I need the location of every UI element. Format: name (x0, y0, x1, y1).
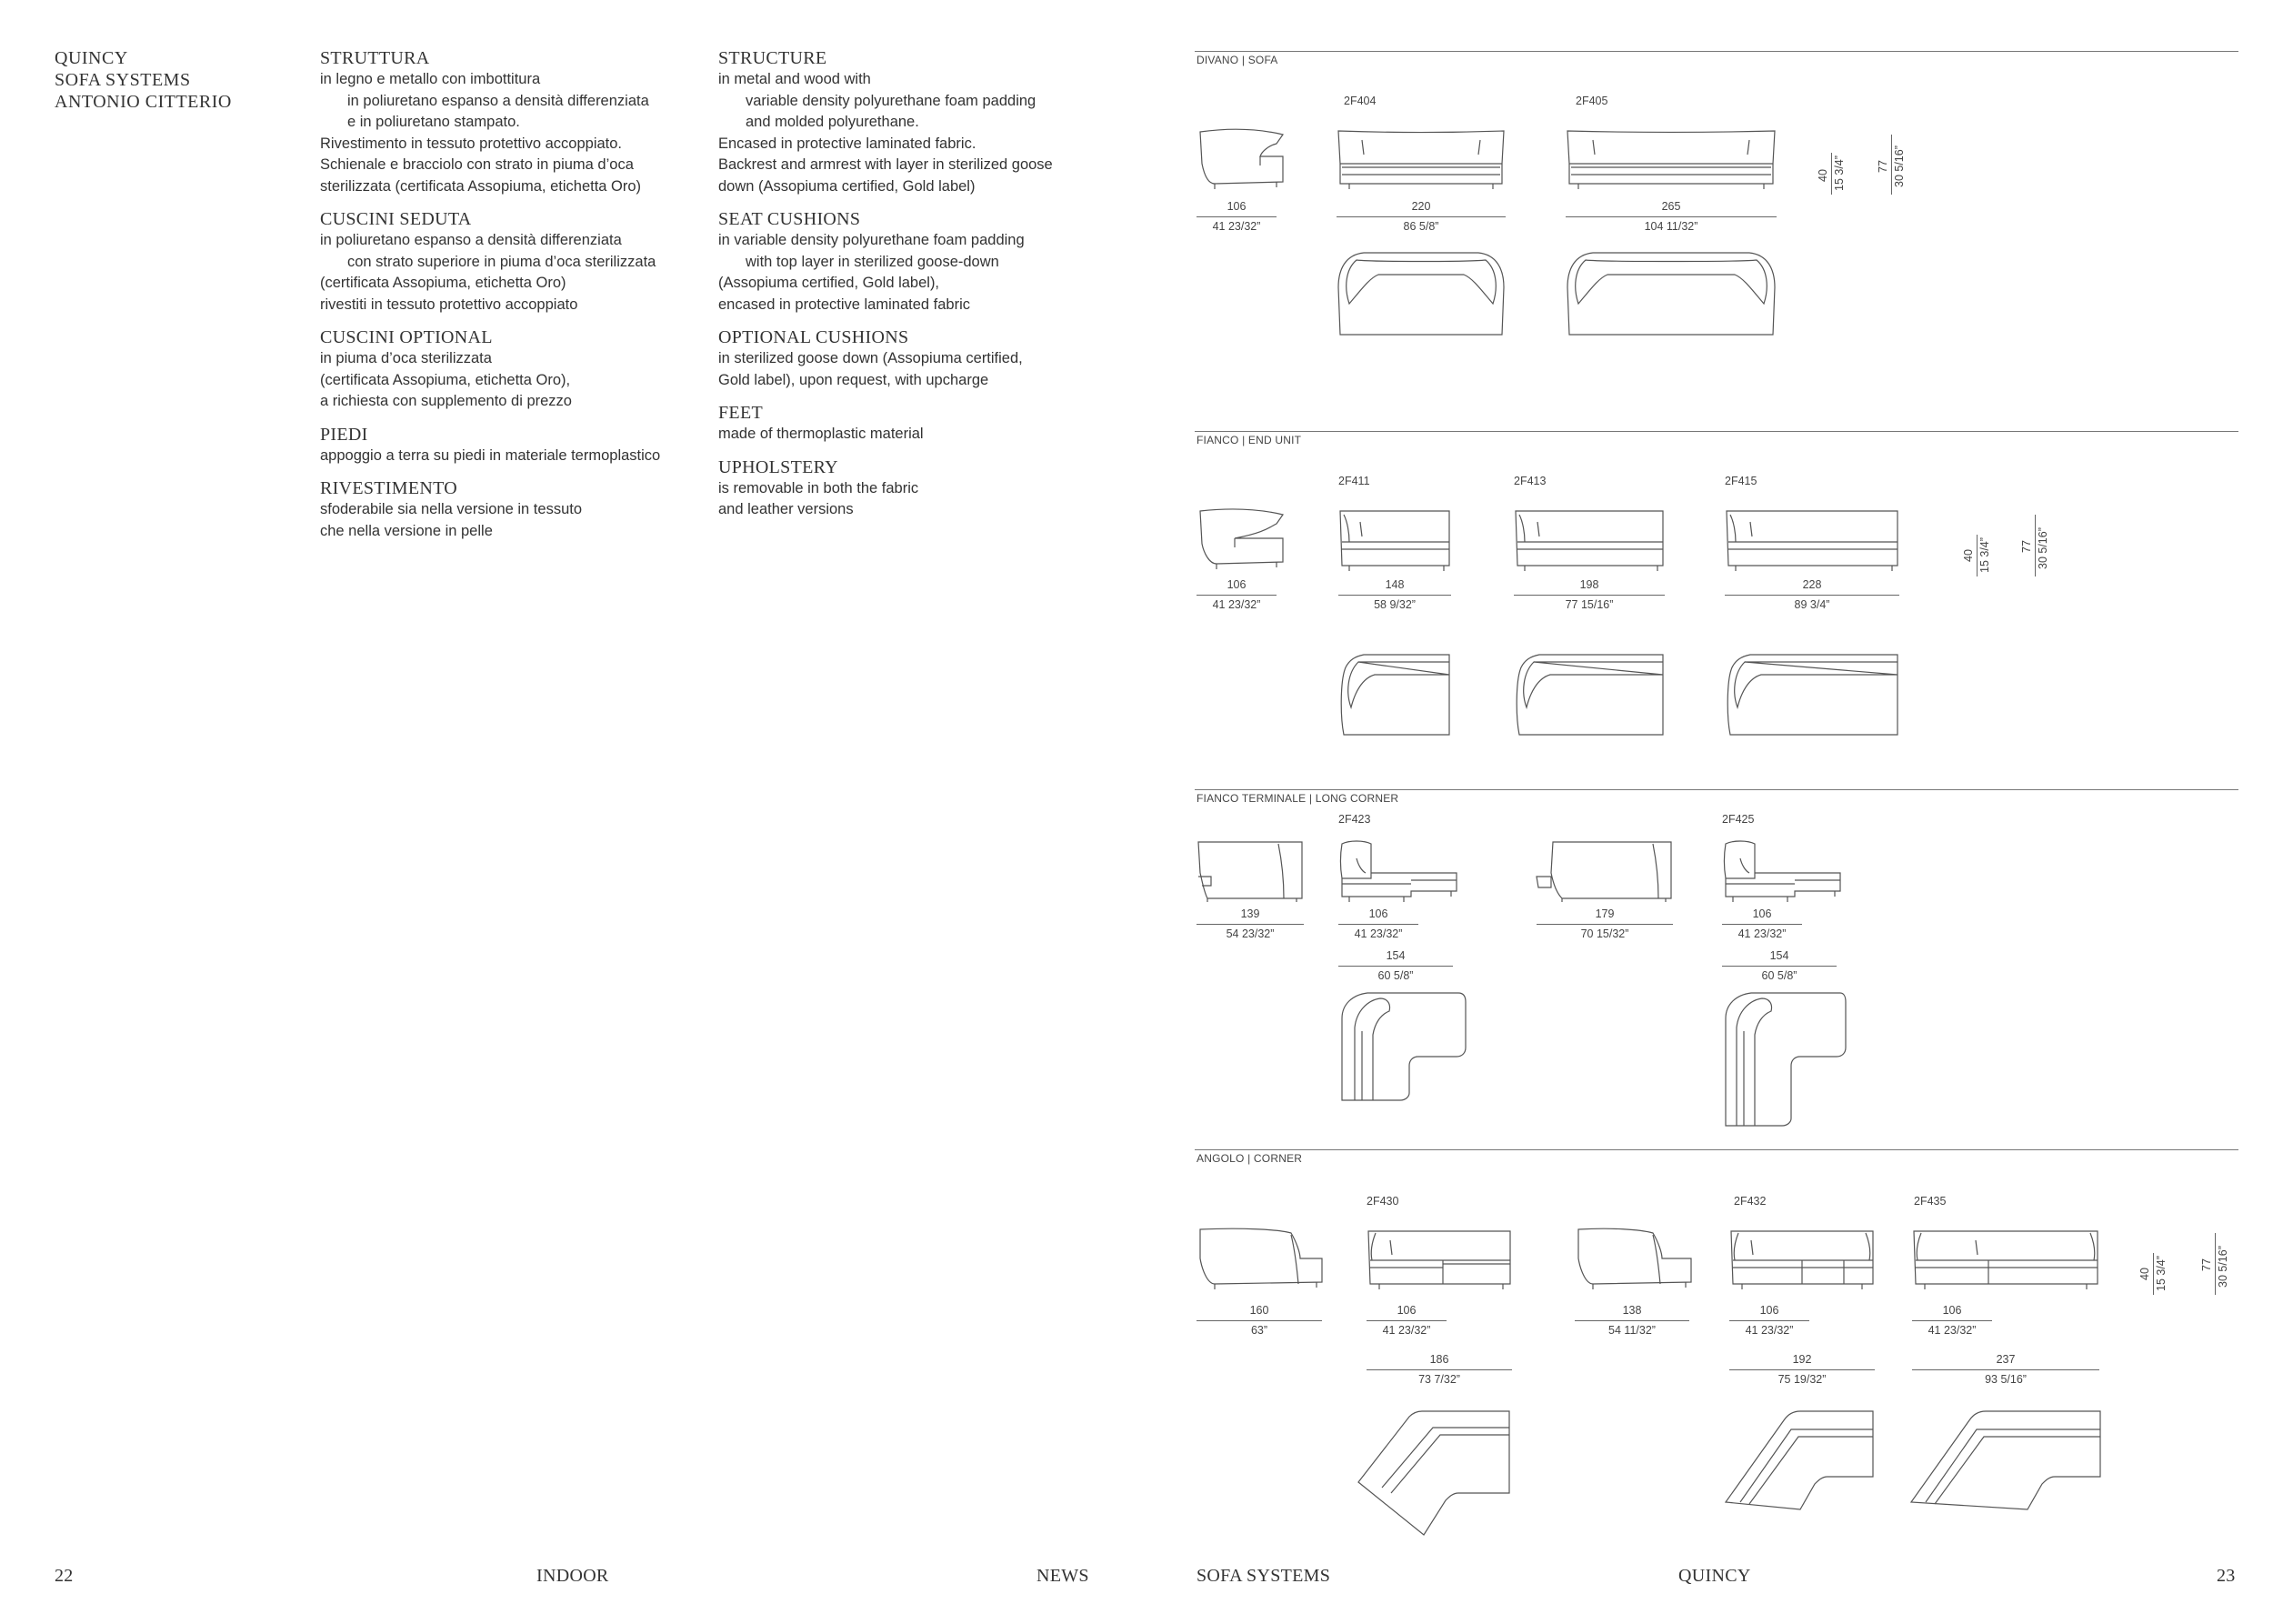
collection-title-block (55, 47, 232, 113)
dim-inch: 41 23/32” (1212, 220, 1261, 233)
spec-line: made of thermoplastic material (718, 426, 924, 442)
spec-heading: CUSCINI SEDUTA (320, 209, 472, 229)
spec-heading: FEET (718, 403, 763, 423)
section-label-end-unit: FIANCO | END UNIT (1197, 434, 1302, 446)
dim-cm: 220 (1411, 200, 1431, 213)
model-code: 2F430 (1367, 1195, 1399, 1208)
end-unit-plan-view-2f411 (1338, 653, 1451, 737)
dim-cm: 106 (1227, 200, 1247, 213)
total-height-cm: 77 (2020, 540, 2033, 553)
spec-block (320, 477, 711, 542)
seat-height-cm: 40 (2138, 1268, 2151, 1280)
dim-line (1197, 1320, 1322, 1321)
spec-line: Schienale e bracciolo con strato in piuma d’oca (320, 156, 634, 173)
spec-block (320, 326, 711, 413)
dim-line (1514, 595, 1665, 596)
dim-line (1722, 966, 1837, 967)
total-height-cm: 77 (2200, 1258, 2213, 1271)
dim-cm: 106 (1759, 1304, 1779, 1317)
spec-line: che nella versione in pelle (320, 522, 493, 539)
dim-line (1912, 1369, 2099, 1370)
footer-collection: QUINCY (1678, 1566, 1751, 1586)
spec-block (718, 326, 1109, 391)
spec-line: (certificata Assopiuma, etichetta Oro), (320, 371, 571, 388)
footer-category: SOFA SYSTEMS (1197, 1566, 1331, 1586)
spec-line: rivestiti in tessuto protettivo accoppiato (320, 296, 578, 313)
spec-heading: PIEDI (320, 424, 368, 445)
dim-inch: 54 23/32” (1226, 927, 1275, 940)
dim-cm: 228 (1802, 578, 1822, 591)
dim-inch: 104 11/32” (1644, 220, 1698, 233)
spec-line: in poliuretano espanso a densità differenziata (320, 232, 622, 248)
spec-line: e in poliuretano stampato. (347, 114, 520, 130)
spec-block (320, 208, 711, 316)
model-code: 2F405 (1576, 95, 1608, 107)
specs-italian (320, 47, 711, 553)
height-line (2153, 1253, 2154, 1295)
dim-inch: 63” (1250, 1324, 1268, 1337)
seat-height-inch: 15 3/4” (2155, 1256, 2168, 1291)
dim-cm: 160 (1249, 1304, 1269, 1317)
end-unit-front-view-2f411 (1338, 509, 1451, 573)
spec-line: and leather versions (718, 501, 854, 517)
dim-inch: 93 5/16” (1985, 1373, 2027, 1386)
dim-line (1367, 1369, 1512, 1370)
spec-line: a richiesta con supplemento di prezzo (320, 393, 572, 409)
dim-inch: 60 5/8” (1377, 969, 1414, 982)
spec-line: sfoderabile sia nella versione in tessuto (320, 501, 583, 517)
spec-line: in legno e metallo con imbottitura (320, 71, 541, 87)
model-code: 2F411 (1338, 475, 1370, 487)
spec-block (320, 47, 711, 197)
seat-height-cm: 40 (1817, 169, 1829, 182)
spec-line: in variable density polyurethane foam padding (718, 232, 1025, 248)
dim-cm: 148 (1385, 578, 1405, 591)
spec-line: appoggio a terra su piedi in materiale termoplastico (320, 446, 661, 464)
end-unit-plan-view-2f413 (1514, 653, 1665, 737)
dim-inch: 41 23/32” (1745, 1324, 1794, 1337)
dim-line (1575, 1320, 1689, 1321)
spec-line: in sterilized goose down (Assopiuma certified, (718, 350, 1023, 366)
spec-heading: UPHOLSTERY (718, 456, 838, 477)
dim-cm: 237 (1996, 1353, 2016, 1366)
corner-side-view-drawing (1575, 1228, 1693, 1291)
spec-line: sterilizzata (certificata Assopiuma, etichetta Oro) (320, 177, 642, 195)
dim-inch: 60 5/8” (1761, 969, 1797, 982)
seat-height-cm: 40 (1962, 549, 1975, 562)
height-line (1831, 153, 1832, 195)
dim-line (1566, 216, 1777, 217)
dim-cm: 106 (1368, 907, 1388, 920)
spec-heading: OPTIONAL CUSHIONS (718, 327, 909, 347)
dim-inch: 41 23/32” (1382, 1324, 1431, 1337)
section-label-sofa: DIVANO | SOFA (1197, 54, 1278, 66)
dim-inch: 41 23/32” (1928, 1324, 1977, 1337)
end-unit-side-view-drawing (1197, 507, 1287, 573)
model-code: 2F423 (1338, 813, 1371, 826)
dim-inch: 58 9/32” (1374, 598, 1416, 611)
height-line (2215, 1233, 2216, 1295)
seat-height-inch: 15 3/4” (1978, 537, 1991, 573)
spec-line: (Assopiuma certified, Gold label), (718, 275, 940, 291)
specs-english (718, 47, 1109, 532)
sofa-plan-view-2f405 (1566, 251, 1777, 336)
dim-cm: 139 (1240, 907, 1260, 920)
model-code: 2F415 (1725, 475, 1757, 487)
dim-inch: 70 15/32” (1580, 927, 1629, 940)
spec-heading: RIVESTIMENTO (320, 478, 458, 498)
corner-front-view-2f430 (1367, 1228, 1512, 1291)
dim-cm: 138 (1622, 1304, 1642, 1317)
corner-side-view-drawing (1197, 1228, 1324, 1291)
section-label-corner: ANGOLO | CORNER (1197, 1152, 1303, 1165)
spec-block (718, 402, 1109, 446)
spec-line: with top layer in sterilized goose-down (746, 253, 999, 270)
designer-name: ANTONIO CITTERIO (55, 92, 232, 112)
dim-inch: 41 23/32” (1212, 598, 1261, 611)
page-number-right: 23 (2217, 1566, 2236, 1586)
spec-line: in poliuretano espanso a densità differenziata (347, 92, 649, 109)
dim-cm: 154 (1769, 949, 1789, 962)
end-unit-front-view-2f415 (1725, 509, 1899, 573)
dim-line (1337, 216, 1506, 217)
dim-cm: 106 (1227, 578, 1247, 591)
dim-line (1338, 966, 1453, 967)
spec-line: (certificata Assopiuma, etichetta Oro) (320, 275, 566, 291)
dim-cm: 198 (1579, 578, 1599, 591)
total-height-inch: 30 5/16” (2037, 527, 2049, 569)
sofa-front-view-2f404 (1337, 127, 1506, 195)
sofa-front-view-2f405 (1566, 127, 1777, 195)
spec-block (718, 456, 1109, 521)
dim-cm: 106 (1752, 907, 1772, 920)
spec-line: in piuma d’oca sterilizzata (320, 350, 492, 366)
corner-front-view-2f432 (1729, 1228, 1875, 1291)
collection-category: SOFA SYSTEMS (55, 70, 191, 90)
total-height-inch: 30 5/16” (1893, 145, 1906, 187)
dim-inch: 89 3/4” (1794, 598, 1830, 611)
corner-front-view-2f435 (1912, 1228, 2099, 1291)
footer-section-indoor: INDOOR (536, 1566, 609, 1586)
dim-line (1729, 1369, 1875, 1370)
dim-line (1338, 924, 1418, 925)
spec-line: Rivestimento in tessuto protettivo accoppiato. (320, 135, 623, 152)
model-code: 2F404 (1344, 95, 1377, 107)
dim-line (1912, 1320, 1992, 1321)
dim-inch: 86 5/8” (1403, 220, 1439, 233)
sofa-plan-view-2f404 (1337, 251, 1506, 336)
dim-line (1367, 1320, 1447, 1321)
model-code: 2F425 (1722, 813, 1755, 826)
dim-line (1537, 924, 1673, 925)
spec-line: and molded polyurethane. (746, 114, 919, 130)
corner-plan-view-2f430 (1355, 1409, 1515, 1537)
dim-line (1725, 595, 1899, 596)
spec-line: variable density polyurethane foam padding (746, 92, 1036, 109)
collection-name: QUINCY (55, 48, 128, 68)
dim-inch: 75 19/32” (1777, 1373, 1827, 1386)
spec-heading: SEAT CUSHIONS (718, 209, 861, 229)
section-label-long-corner: FIANCO TERMINALE | LONG CORNER (1197, 792, 1399, 805)
dim-inch: 54 11/32” (1608, 1324, 1656, 1337)
dim-cm: 186 (1429, 1353, 1449, 1366)
spec-block (718, 47, 1109, 197)
long-corner-plan-view-2f425 (1720, 991, 1847, 1128)
section-divider (1195, 51, 2238, 52)
dim-cm: 179 (1595, 907, 1615, 920)
corner-plan-view-2f435 (1909, 1409, 2102, 1511)
spec-line: in metal and wood with (718, 71, 871, 87)
model-code: 2F432 (1734, 1195, 1767, 1208)
dim-cm: 106 (1397, 1304, 1417, 1317)
spec-line: Encased in protective laminated fabric. (718, 135, 976, 152)
spec-line: Backrest and armrest with layer in sterilized goose (718, 156, 1053, 173)
spec-line: encased in protective laminated fabric (718, 296, 970, 313)
spec-block (320, 424, 711, 467)
dim-inch: 41 23/32” (1737, 927, 1787, 940)
long-corner-back-view-drawing (1535, 840, 1673, 904)
total-height-cm: 77 (1877, 160, 1889, 173)
dim-line (1722, 924, 1802, 925)
seat-height-inch: 15 3/4” (1833, 155, 1846, 191)
model-code: 2F413 (1514, 475, 1547, 487)
dim-inch: 77 15/16” (1565, 598, 1614, 611)
long-corner-back-view-drawing (1197, 840, 1304, 904)
spec-block (718, 208, 1109, 316)
dim-line (1729, 1320, 1809, 1321)
dim-line (1197, 924, 1304, 925)
spec-line: Gold label), upon request, with upcharge (718, 371, 989, 388)
footer-section-news: NEWS (1036, 1566, 1089, 1586)
dim-cm: 154 (1386, 949, 1406, 962)
height-line (1977, 535, 1978, 576)
end-unit-plan-view-2f415 (1725, 653, 1899, 737)
dim-inch: 73 7/32” (1418, 1373, 1460, 1386)
long-corner-front-view-2f423 (1338, 840, 1458, 904)
long-corner-plan-view-2f423 (1340, 991, 1467, 1102)
dim-cm: 265 (1661, 200, 1681, 213)
spec-heading: CUSCINI OPTIONAL (320, 327, 493, 347)
end-unit-front-view-2f413 (1514, 509, 1665, 573)
total-height-inch: 30 5/16” (2217, 1246, 2229, 1288)
height-line (2035, 515, 2036, 576)
model-code: 2F435 (1914, 1195, 1947, 1208)
dim-cm: 192 (1792, 1353, 1812, 1366)
sofa-side-view-drawing (1197, 127, 1287, 195)
dim-line (1197, 216, 1277, 217)
corner-plan-view-2f432 (1724, 1409, 1875, 1511)
section-divider (1195, 789, 2238, 790)
spec-heading: STRUCTURE (718, 48, 827, 68)
spec-line: con strato superiore in piuma d’oca sterilizzata (347, 253, 656, 270)
section-divider (1195, 1149, 2238, 1150)
page-number-left: 22 (55, 1566, 74, 1586)
long-corner-front-view-2f425 (1722, 840, 1842, 904)
dim-line (1338, 595, 1451, 596)
section-divider (1195, 431, 2238, 432)
spec-heading: STRUTTURA (320, 48, 430, 68)
dim-line (1197, 595, 1277, 596)
spec-line: down (Assopiuma certified, Gold label) (718, 177, 976, 195)
height-line (1891, 135, 1892, 195)
dim-inch: 41 23/32” (1354, 927, 1403, 940)
spec-line: is removable in both the fabric (718, 479, 919, 496)
dim-cm: 106 (1942, 1304, 1962, 1317)
